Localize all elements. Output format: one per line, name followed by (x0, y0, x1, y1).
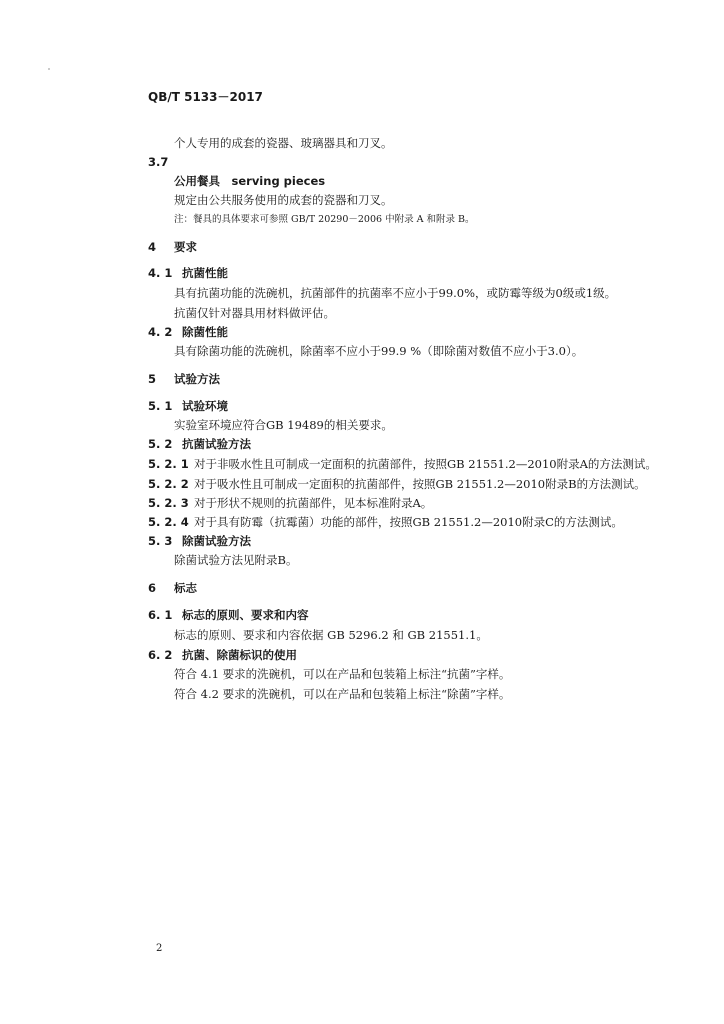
clause-4-2-heading (148, 325, 228, 339)
paragraph: 具有除菌功能的洗碗机，除菌率不应小于99.9 %（即除菌对数值不应小于3.0）。 (174, 344, 584, 358)
clause-number: 5. 2. 1 (148, 457, 189, 471)
clause-title: 抗菌性能 (182, 266, 228, 280)
section-number: 6 (148, 581, 157, 595)
clause-number: 5. 2. 3 (148, 496, 189, 510)
paragraph: 抗菌仅针对器具用材料做评估。 (174, 306, 335, 320)
paragraph: 具有抗菌功能的洗碗机，抗菌部件的抗菌率不应小于99.0%，或防霉等级为0级或1级。 (174, 286, 617, 300)
clause-number: 6. 2 (148, 648, 173, 662)
clause-text: 对于吸水性且可制成一定面积的抗菌部件，按照GB 21551.2—2010附录B的方法测试。 (194, 477, 646, 491)
clause-title: 抗菌试验方法 (182, 437, 251, 451)
paragraph: 除菌试验方法见附录B。 (174, 553, 298, 567)
clause-6-1-heading (148, 608, 309, 622)
clause-number: 5. 3 (148, 534, 173, 548)
section-title: 要求 (174, 240, 197, 254)
clause-5-2-3 (148, 496, 432, 510)
clause-5-2-heading (148, 437, 251, 451)
clause-6-2-heading (148, 648, 297, 662)
clause-number-3-7: 3.7 (148, 155, 169, 169)
paragraph: 实验室环境应符合GB 19489的相关要求。 (174, 418, 393, 432)
clause-text: 对于具有防霉（抗霉菌）功能的部件，按照GB 21551.2—2010附录C的方法测试。 (194, 515, 623, 529)
clause-title: 除菌试验方法 (182, 534, 251, 548)
page-number: 2 (156, 943, 163, 954)
clause-number: 5. 1 (148, 399, 173, 413)
paragraph: 符合 4.1 要求的洗碗机，可以在产品和包装箱上标注“抗菌”字样。 (174, 667, 511, 681)
section-title: 标志 (174, 581, 197, 595)
section-number: 4 (148, 240, 157, 254)
continued-definition: 个人专用的成套的瓷器、玻璃器具和刀叉。 (174, 136, 393, 150)
section-title: 试验方法 (174, 372, 220, 386)
clause-note: 注：餐具的具体要求可参照 GB/T 20290－2006 中附录 A 和附录 B。 (174, 214, 475, 225)
section-4-heading (148, 240, 197, 254)
term-definition: 规定由公共服务使用的成套的瓷器和刀叉。 (174, 193, 393, 207)
section-6-heading (148, 581, 197, 595)
clause-title: 试验环境 (182, 399, 228, 413)
standard-code-header: QB/T 5133－2017 (148, 90, 263, 104)
clause-number: 5. 2 (148, 437, 173, 451)
clause-5-3-heading (148, 534, 251, 548)
clause-number: 4. 2 (148, 325, 173, 339)
clause-text: 对于形状不规则的抗菌部件，见本标准附录A。 (194, 496, 433, 510)
scan-speck (48, 68, 50, 70)
clause-text: 对于非吸水性且可制成一定面积的抗菌部件，按照GB 21551.2—2010附录A的方法测试。 (194, 457, 657, 471)
clause-number: 6. 1 (148, 608, 173, 622)
clause-5-2-1 (148, 457, 657, 471)
clause-4-1-heading (148, 266, 228, 280)
clause-5-1-heading (148, 399, 228, 413)
term-serving-pieces: 公用餐具 serving pieces (174, 174, 326, 188)
clause-number: 4. 1 (148, 266, 173, 280)
paragraph: 符合 4.2 要求的洗碗机，可以在产品和包装箱上标注“除菌”字样。 (174, 687, 511, 701)
section-5-heading (148, 372, 220, 386)
clause-title: 标志的原则、要求和内容 (182, 608, 309, 622)
clause-title: 抗菌、除菌标识的使用 (182, 648, 297, 662)
clause-5-2-4 (148, 515, 623, 529)
clause-title: 除菌性能 (182, 325, 228, 339)
clause-5-2-2 (148, 477, 646, 491)
clause-number: 5. 2. 2 (148, 477, 189, 491)
clause-number: 5. 2. 4 (148, 515, 189, 529)
section-number: 5 (148, 372, 157, 386)
paragraph: 标志的原则、要求和内容依据 GB 5296.2 和 GB 21551.1。 (174, 628, 488, 642)
